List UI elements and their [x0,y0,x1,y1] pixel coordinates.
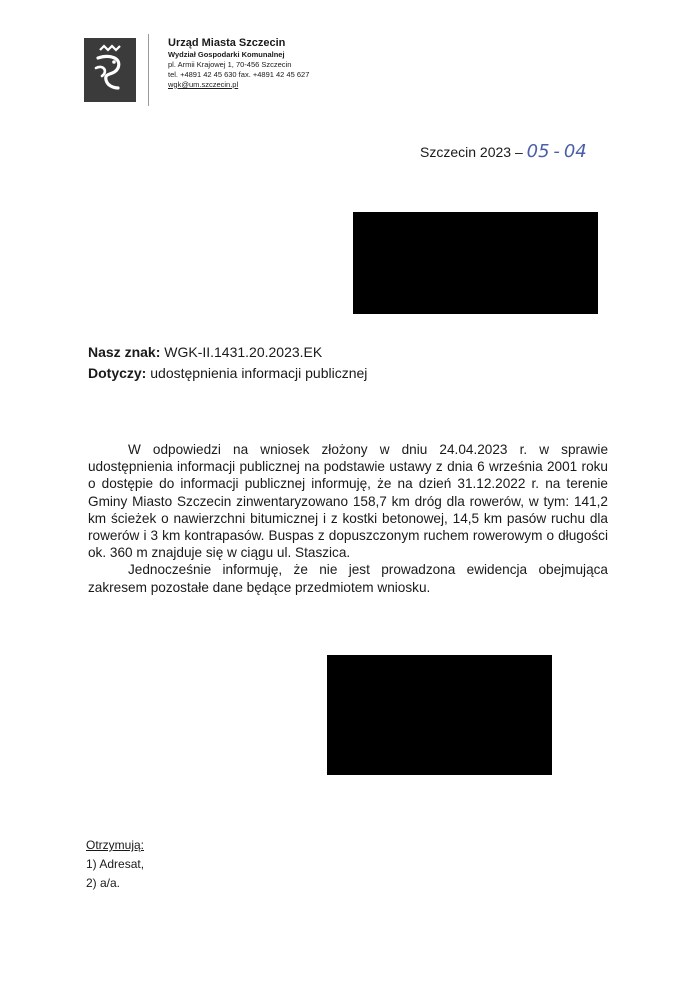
place-and-date [420,141,587,162]
subject-value: udostępnienia informacji publicznej [150,365,368,381]
subject-line [88,365,367,381]
recipients-title: Otrzymują: [86,838,145,852]
redacted-addressee [353,212,598,314]
letterhead [168,36,309,89]
org-name: Urząd Miasta Szczecin [168,37,286,49]
header-divider [148,34,149,106]
subject-label: Dotyczy: [88,365,147,381]
handwritten-day: 04 [563,141,587,162]
letter-body [88,441,608,596]
redacted-signature [327,655,552,775]
place-date-prefix: Szczecin 2023 – [420,144,523,160]
recipients-list [86,836,144,893]
our-ref-value: WGK-II.1431.20.2023.EK [164,344,323,360]
our-reference [88,344,322,360]
department-name: Wydział Gospodarki Komunalnej [168,50,285,60]
body-paragraph-1: W odpowiedzi na wniosek złożony w dniu 24.04.2023 r. w sprawie udostępnienia informacji publicznej na podstawie ustawy z dnia 6 września 2001 roku o dostępie do informacji publicznej informuję, że na dzień 31.12.2022 r. na terenie Gminy Miasto Szczecin zinwentaryzowano 158,7 km dróg dla rowerów, w tym: 141,2 km ścieżek o nawierzchni bitumicznej i z kostki betonowej, 14,5 km pasów ruchu dla rowerów i 3 km kontrapasów. Buspas z dopuszczonym ruchem rowerowym o długości ok. 360 m znajduje się w ciągu ul. Staszica. [88,442,608,561]
our-ref-label: Nasz znak: [88,344,161,360]
org-phone-fax: tel. +4891 42 45 630 fax. +4891 42 45 627 [168,69,310,79]
recipient-item: 2) a/a. [86,876,121,890]
city-logo [84,38,136,102]
body-paragraph-2: Jednocześnie informuję, że nie jest prowadzona ewidencja obejmująca zakresem pozostałe dane będące przedmiotem wniosku. [88,562,608,595]
griffin-emblem-icon [84,38,136,102]
org-address: pl. Armii Krajowej 1, 70-456 Szczecin [168,60,292,70]
org-email-link[interactable]: wgk@um.szczecin.pl [168,79,239,89]
handwritten-separator: - [553,141,560,162]
handwritten-month: 05 [526,141,550,162]
recipient-item: 1) Adresat, [86,857,145,871]
